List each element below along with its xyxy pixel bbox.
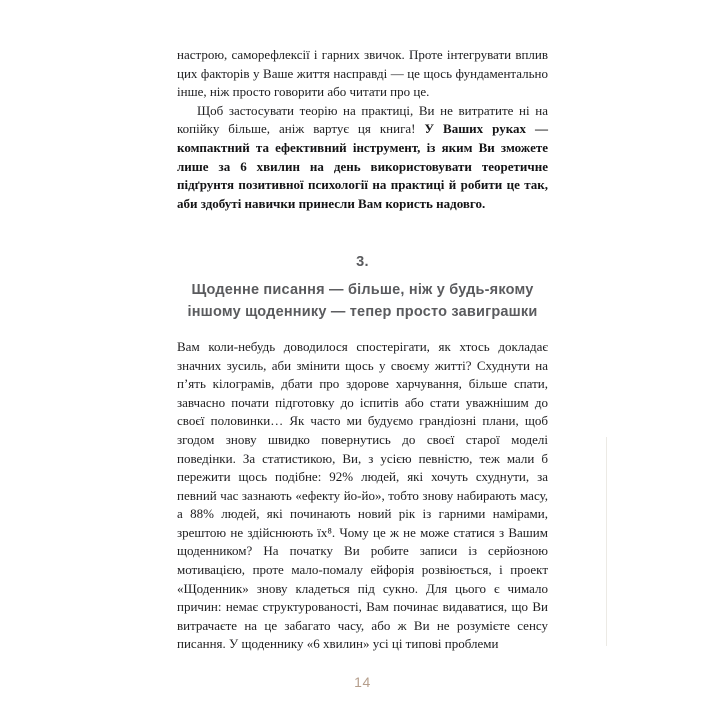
paragraph-chapter-body: Вам коли-небудь доводилося спостерігати, як хтось докладає значних зусиль, аби змінити щось у своєму житті? Схуднути на п’ять кілограмів, дбати про здорове харчування, більше спати, завчасно почати підготовку до іспитів або стати уважнішим до своєї половинки… Як часто ми будуємо грандіозні плани, щоб згодом знову швидко повернутись до своєї старої моделі поведінки. За статистикою, Ви, з усією певністю, теж мали б пережити щось подібне: 92% людей, які хочуть схуднути, за певний час зазнають «ефекту йо-йо», тобто знову набирають масу, а 88% людей, які починають новий рік із гарними намірами, зрештою не здійснюють їх⁸. Чому це ж не може статися з Вашим щоденником? На початку Ви робите записи із серйозною мотивацією, проте мало-помалу ейфорія розвіюється, і проект «Щоденник» знову кладеться під сукно. Для цього є чимало причин: немає структурованості, Вам починає видаватися, що Ви витрачаєте на це забагато часу, або ж Ви не розумієте сенсу писання. У щоденнику «6 хвилин» усі ці типові проблеми	[177, 338, 548, 652]
paragraph-continuation: настрою, саморефлексії і гарних звичок. Проте інтегрувати вплив цих факторів у Ваше життя насправді — це щось фундаментально інше, ніж просто говорити або читати про це.	[177, 47, 548, 100]
chapter-heading	[177, 253, 548, 323]
page-number: 14	[354, 674, 371, 690]
chapter-title: Щоденне писання — більше, ніж у будь-якому іншому щоденнику — тепер просто завиграшки	[187, 281, 538, 320]
paragraph-apply-theory-bold: У Ваших руках — компактний та ефективний інструмент, із яким Ви зможете лише за 6 хвилин на день використовувати теоретичне підґрунтя позитивної психології на практиці й робити це так, аби здобуті навички принесли Вам користь надовго.	[177, 121, 548, 211]
paragraph-apply-theory	[177, 102, 548, 214]
page-edge-line	[606, 437, 607, 646]
paragraph-apply-theory-normal: Щоб застосувати теорію на практиці, Ви не витратите ні на копійку більше, аніж вартує ця книга!	[177, 102, 548, 137]
chapter-number: 3.	[356, 254, 369, 271]
text-column	[177, 46, 548, 654]
